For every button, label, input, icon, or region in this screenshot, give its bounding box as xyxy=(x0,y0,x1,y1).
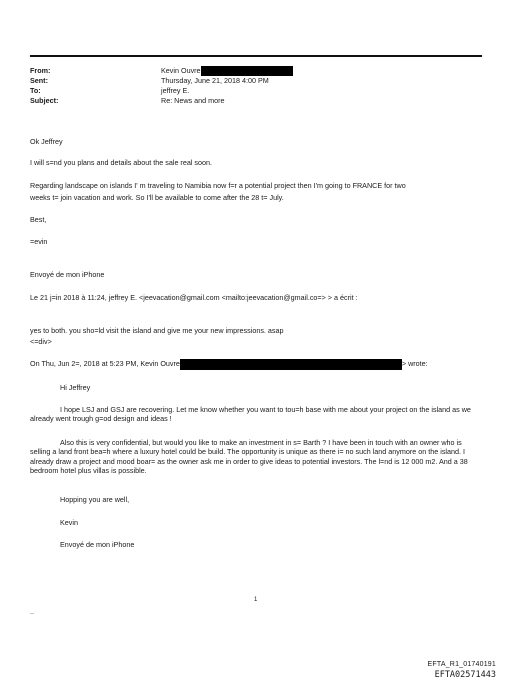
attribution-prefix: On Thu, Jun 2=, 2018 at 5:23 PM, Kevin Ouvre xyxy=(30,359,180,368)
redaction-box xyxy=(180,359,402,370)
sent-from-iphone: Envoyé de mon iPhone xyxy=(30,270,105,279)
subject-row xyxy=(30,96,482,106)
body-para-2-line-2: weeks t= join vacation and work. So I'll be available to come after the 28 t= July. xyxy=(30,193,284,202)
to-row xyxy=(30,86,482,96)
subject-label: Subject: xyxy=(30,96,59,105)
redaction-box xyxy=(201,66,293,76)
quoted-confidential-paragraph xyxy=(30,438,482,475)
from-name: Kevin Ouvre xyxy=(161,66,201,75)
email-header xyxy=(30,66,482,106)
from-row xyxy=(30,66,482,76)
bates-id-2: EFTA02571443 xyxy=(434,670,496,680)
sent-value: Thursday, June 21, 2018 4:00 PM xyxy=(161,76,269,85)
to-label: To: xyxy=(30,86,41,95)
closing: Best, xyxy=(30,215,47,224)
div-tag: <=div> xyxy=(30,337,52,346)
body-line-1: I will s=nd you plans and details about the sale real soon. xyxy=(30,158,213,167)
from-label: From: xyxy=(30,66,51,75)
from-value xyxy=(161,66,293,76)
body-para-2-line-1: Regarding landscape on islands I' m traveling to Namibia now f=r a potential project then I'm going to FRANCE for two xyxy=(30,181,406,190)
ellipsis-mark: .. xyxy=(30,609,34,616)
quoted-sent-from-iphone: Envoyé de mon iPhone xyxy=(60,540,135,549)
quoted-greeting: Hi Jeffrey xyxy=(60,383,91,392)
confidential-text: Also this is very confidential, but would you like to make an investment in s= Barth ? I have been in touch with an owner who is selling a land front bea=h where a luxury hotel could be build. The opportunity is unique as there i= no such land anymore on the island. I already draw a project and mood boar= as the owner ask me in order to give ideas to potential investors. The l=nd is 12 000 m2. And a 38 bedroom hotel plus villas is possible. xyxy=(30,438,468,476)
quoted-signature: Kevin xyxy=(60,518,78,527)
quote-header: Le 21 j=in 2018 à 11:24, jeffrey E. <jeevacation@gmail.com <mailto:jeevacation@gmail.co=> > a écrit : xyxy=(30,293,358,302)
sent-row xyxy=(30,76,482,86)
attribution-suffix: > wrote: xyxy=(401,359,428,368)
to-value: jeffrey E. xyxy=(161,86,190,95)
header-divider xyxy=(30,55,482,57)
subject-value: Re: News and more xyxy=(161,96,225,105)
bates-id-1: EFTA_R1_01740191 xyxy=(427,661,496,668)
signature: =evin xyxy=(30,237,48,246)
page-number: 1 xyxy=(254,597,258,603)
quoted-closing: Hopping you are well, xyxy=(60,495,130,504)
greeting: Ok Jeffrey xyxy=(30,137,63,146)
sent-label: Sent: xyxy=(30,76,48,85)
quoted-attribution xyxy=(30,359,482,370)
hope-text: I hope LSJ and GSJ are recovering. Let me know whether you want to tou=h base with me about your project on the island as we already went trough g=od design and ideas ! xyxy=(30,405,471,424)
quoted-hope-paragraph xyxy=(30,405,482,424)
reply-line: yes to both. you sho=ld visit the island and give me your new impressions. asap xyxy=(30,326,284,335)
